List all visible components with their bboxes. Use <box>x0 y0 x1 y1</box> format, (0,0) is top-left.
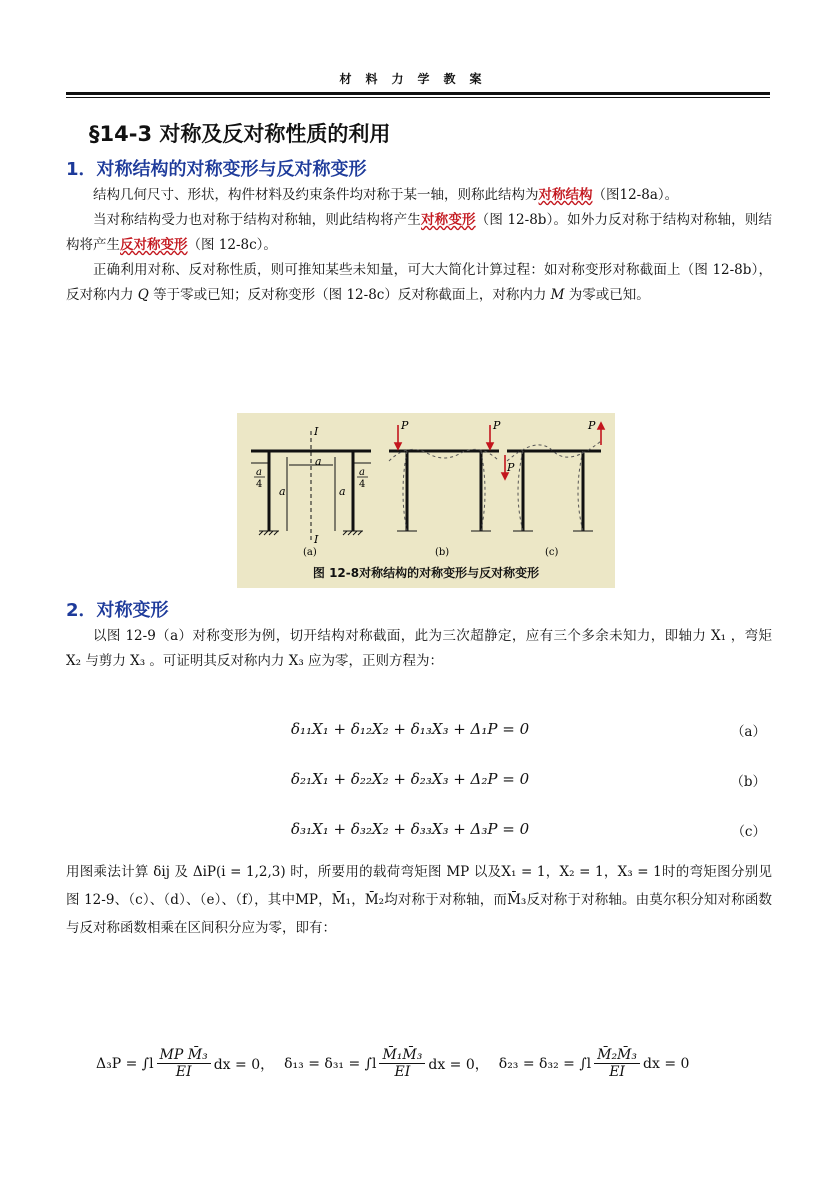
integral-3-rhs: dx = 0 <box>643 1055 690 1072</box>
equation-tag: （b） <box>730 774 766 790</box>
text: （图 12-8b）。如外力反对称于结构对称轴，则结构将产生 <box>66 212 773 253</box>
text: 为零或已知。 <box>564 287 650 303</box>
label-quarter-den-left: 4 <box>256 479 263 490</box>
subsection-heading-1: 1．对称结构的对称变形与反对称变形 <box>66 159 367 180</box>
header-rule-thin <box>66 97 770 98</box>
integral-2-rhs: dx = 0， <box>428 1056 489 1073</box>
label-I-top: I <box>314 425 319 438</box>
page-header: 材料力学教案 <box>339 72 496 86</box>
label-a-left: a <box>279 485 286 498</box>
paragraph: 以图 12-9（a）对称变形为例，切开结构对称截面，此为三次超静定，应有三个多余未知力，即轴力 X₁ ，弯矩 X₂ 与剪力 X₃ 。可证明其反对称内力 X₃ 应为零，正则方程为： <box>66 628 772 669</box>
symbol-M: M <box>550 287 565 303</box>
label-P2: P <box>493 419 501 432</box>
fraction-denominator: EI <box>609 1064 625 1080</box>
figure-caption: 图 12-8对称结构的对称变形与反对称变形 <box>312 566 540 580</box>
integral-2-fraction <box>379 1047 425 1080</box>
section-title: §14-3 对称及反对称性质的利用 <box>89 122 391 146</box>
integral-1-lhs: Δ₃P = ∫l <box>96 1055 154 1072</box>
label-P4: P <box>588 419 596 432</box>
text: 结构几何尺寸、形状，构件材料及约束条件均对称于某一轴，则称此结构为 <box>93 187 539 203</box>
integral-3-lhs: δ₂₃ = δ₃₂ = ∫l <box>498 1055 592 1072</box>
equation-text: δ₁₁X₁ + δ₁₂X₂ + δ₁₃X₃ + Δ₁P = 0 <box>291 720 530 738</box>
subsection-heading-2: 2．对称变形 <box>66 600 169 621</box>
paragraph <box>66 183 772 208</box>
label-sub-b: (b) <box>435 547 450 558</box>
paragraph <box>66 258 772 308</box>
term-symmetric-structure: 对称结构 <box>538 187 593 203</box>
section2-body-2 <box>66 858 772 942</box>
text: （图12-8a）。 <box>592 187 679 203</box>
fraction-numerator: M̄₁M̄₃ <box>379 1047 425 1064</box>
paragraph: 用图乘法计算 δij 及 ΔiP(i = 1,2,3) 时，所要用的载荷弯矩图 MP 以及X₁ = 1，X₂ = 1，X₃ = 1时的弯矩图分别见图 12-9、（c）、（d）、（e）、（f），其中MP，M̄₁，M̄₂均对称于对称轴，而M̄₃反对称于对称轴。由莫尔积分知对称函数与反对称函数相乘在区间积分应为零，即有： <box>66 864 772 936</box>
frame-diagram <box>237 413 615 563</box>
text: 正确利用对称、反对称性质，则可推知某些未知量，可大大简化计算过程：如对称变形对称截面上（图 12-8b），反对称内力 <box>66 262 772 303</box>
label-quarter-num-right: a <box>359 467 365 478</box>
integral-3-fraction <box>594 1047 640 1080</box>
equation-a <box>66 720 772 744</box>
integral-equations <box>96 1047 689 1080</box>
term-antisymmetric-deformation: 反对称变形 <box>120 237 188 253</box>
equation-tag: （c） <box>731 824 766 840</box>
integral-2-lhs: δ₁₃ = δ₃₁ = ∫l <box>284 1055 377 1072</box>
equation-b <box>66 770 772 794</box>
text: 当对称结构受力也对称于结构对称轴，则此结构将产生 <box>93 212 421 228</box>
label-quarter-den-right: 4 <box>359 479 366 490</box>
section2-body-1 <box>66 624 772 674</box>
label-a-mid: a <box>339 485 346 498</box>
label-quarter-num-left: a <box>256 467 262 478</box>
fraction-denominator: EI <box>394 1064 411 1080</box>
integral-1-rhs: dx = 0， <box>213 1056 275 1073</box>
label-sub-c: (c) <box>545 547 559 558</box>
label-P3: P <box>507 461 515 474</box>
paragraph <box>66 208 772 258</box>
section1-body <box>66 183 772 308</box>
text: （图 12-8c）。 <box>187 237 277 253</box>
equation-text: δ₃₁X₁ + δ₃₂X₂ + δ₃₃X₃ + Δ₃P = 0 <box>291 820 530 838</box>
label-P1: P <box>401 419 409 432</box>
symbol-Q: Q <box>137 287 149 303</box>
integral-1-fraction <box>157 1047 211 1080</box>
label-a-top: a <box>315 455 322 468</box>
label-sub-a: (a) <box>303 547 317 558</box>
header-rule-thick <box>66 92 770 95</box>
figure-12-8 <box>237 413 615 588</box>
fraction-denominator: EI <box>175 1064 192 1080</box>
text: 等于零或已知；反对称变形（图 12-8c）反对称截面上，对称内力 <box>148 287 551 303</box>
equation-c <box>66 820 772 844</box>
term-symmetric-deformation: 对称变形 <box>421 212 476 228</box>
label-I-bottom: I <box>314 533 319 546</box>
equation-tag: （a） <box>730 724 766 740</box>
equation-text: δ₂₁X₁ + δ₂₂X₂ + δ₂₃X₃ + Δ₂P = 0 <box>291 770 530 788</box>
fraction-numerator: MP M̄₃ <box>157 1047 211 1064</box>
fraction-numerator: M̄₂M̄₃ <box>594 1047 640 1064</box>
